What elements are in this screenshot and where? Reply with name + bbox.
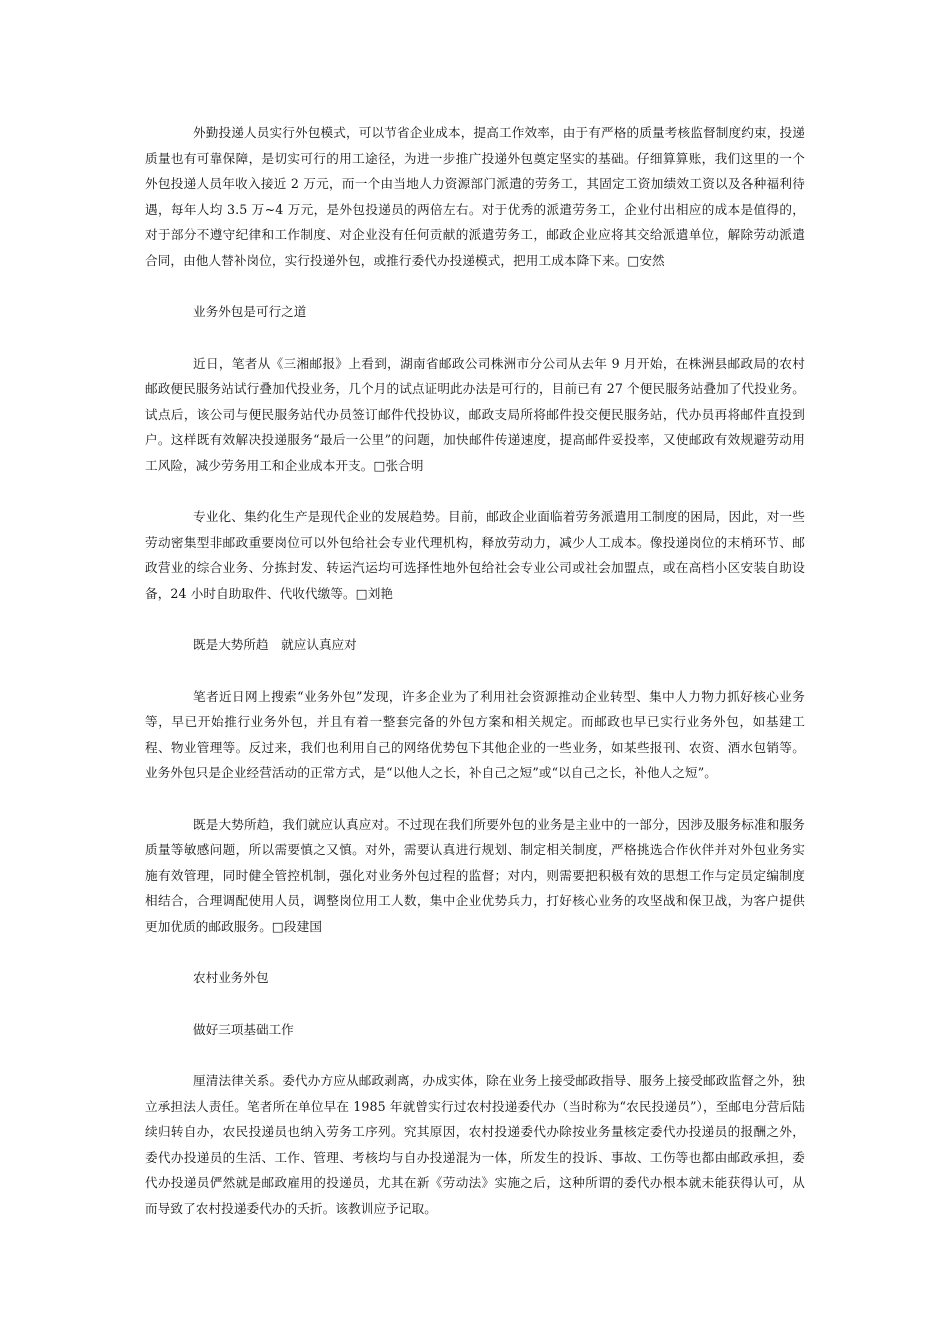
paragraph-legal-relations: 厘清法律关系。委代办方应从邮政剥离，办成实体，除在业务上接受邮政指导、服务上接受邮政监督之外，独立承担法人责任。笔者所在单位早在 1985 年就曾实行过农村投递委代办（当时称为“农民投递员”），至邮电分营后陆续归转自办，农民投递员也纳入劳务工序列。究其原因，农村投递委代办除按业务量核定委代办投递员的报酬之外，委代办投递员的生活、工作、管理、考核均与自办投递混为一体，所发生的投诉、事故、工伤等也都由邮政承担，委代办投递员俨然就是邮政雇用的投递员，尤其在新《劳动法》实施之后，这种所谓的委代办根本就未能获得认可，从而导致了农村投递委代办的夭折。该教训应予记取。: [145, 1073, 805, 1216]
spacer: [145, 273, 805, 299]
section-heading-rural: 农村业务外包: [193, 970, 269, 985]
document-page: [145, 120, 805, 1221]
paragraph-specialization: 专业化、集约化生产是现代企业的发展趋势。目前，邮政企业面临着劳务派遣用工制度的困局，因此，对一些劳动密集型非邮政重要岗位可以外包给社会专业代理机构，释放劳动力，减少人工成本。像投递岗位的末梢环节、邮政营业的综合业务、分拣封发、转运汽运均可选择性地外包给社会专业公司或社会加盟点，或在高档小区安装自助设备，24 小时自助取件、代收代缴等。□刘艳: [145, 509, 805, 601]
section-heading-feasible: 业务外包是可行之道: [193, 304, 307, 319]
spacer: [145, 325, 805, 351]
paragraph-response: 既是大势所趋，我们就应认真应对。不过现在我们所要外包的业务是主业中的一部分，因涉及服务标准和服务质量等敏感问题，所以需要慎之又慎。对外，需要认真进行规划、制定相关制度，严格挑选合作伙伴并对外包业务实施有效管理，同时健全管控机制，强化对业务外包过程的监督；对内，则需要把积极有效的思想工作与定员定编制度相结合，合理调配使用人员，调整岗位用工人数，集中企业优势兵力，打好核心业务的攻坚战和保卫战，为客户提供更加优质的邮政服务。□段建国: [145, 816, 805, 934]
paragraph-outsourcing-delivery: 外勤投递人员实行外包模式，可以节省企业成本，提高工作效率，由于有严格的质量考核监督制度约束，投递质量也有可靠保障，是切实可行的用工途径，为进一步推广投递外包奠定坚实的基础。仔细算算账，我们这里的一个外包投递人员年收入接近 2 万元，而一个由当地人力资源部门派遣的劳务工，其固定工资加绩效工资以及各种福利待遇，每年人均 3.5 万~4 万元，是外包投递员的两倍左右。对于优秀的派遣劳务工，企业付出相应的成本是值得的，对于部分不遵守纪律和工作制度、对企业没有任何贡献的派遣劳务工，邮政企业应将其交给派遣单位，解除劳动派遣合同，由他人替补岗位，实行投递外包，或推行委代办投递模式，把用工成本降下来。□安然: [145, 125, 805, 268]
spacer: [145, 1042, 805, 1068]
paragraph-online-search: 笔者近日网上搜索“业务外包”发现，许多企业为了利用社会资源推动企业转型、集中人力物力抓好核心业务等，早已开始推行业务外包，并且有着一整套完备的外包方案和相关规定。而邮政也早已实行业务外包，如基建工程、物业管理等。反过来，我们也利用自己的网络优势包下其他企业的一些业务，如某些报刊、农资、酒水包销等。业务外包只是企业经营活动的正常方式，是“以他人之长，补自己之短”或“以自己之长，补他人之短”。: [145, 688, 805, 780]
spacer: [145, 939, 805, 965]
spacer: [145, 658, 805, 684]
section-heading-trend: 既是大势所趋 就应认真应对: [193, 637, 357, 652]
spacer: [145, 606, 805, 632]
section-heading-three-tasks: 做好三项基础工作: [193, 1021, 294, 1037]
spacer: [145, 478, 805, 504]
spacer: [145, 991, 805, 1017]
spacer: [145, 786, 805, 812]
paragraph-zhuzhou-pilot: 近日，笔者从《三湘邮报》上看到，湖南省邮政公司株洲市分公司从去年 9 月开始，在株洲县邮政局的农村邮政便民服务站试行叠加代投业务，几个月的试点证明此办法是可行的，目前已有 27 个便民服务站叠加了代投业务。试点后，该公司与便民服务站代办员签订邮件代投协议，邮政支局所将邮件投交便民服务站，代办员再将邮件直投到户。这样既有效解决投递服务“最后一公里”的问题，加快邮件传递速度，提高邮件妥投率，又使邮政有效规避劳动用工风险，减少劳务用工和企业成本开支。□张合明: [145, 355, 805, 473]
